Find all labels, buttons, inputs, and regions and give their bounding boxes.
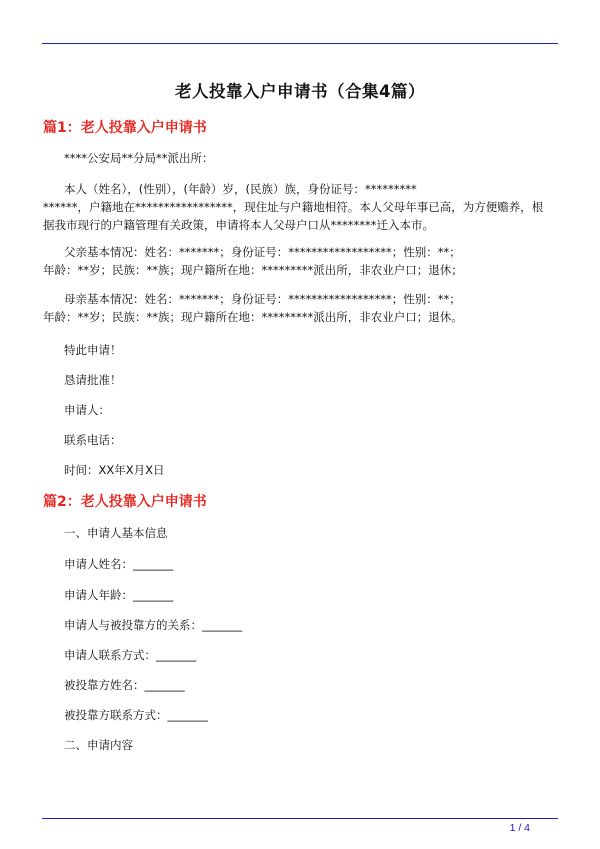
mother-info-line: 母亲基本情况：姓名：*******；身份证号：******************；性别：**； xyxy=(64,292,461,306)
father-info-line: 年龄：**岁；民族：**族；现户籍所在地：*********派出所，非农业户口；退休； xyxy=(43,263,463,277)
section2-item: 申请人联系方式：_______ xyxy=(64,648,197,662)
section2-item: 一、申请人基本信息 xyxy=(64,526,168,540)
body-line: ******，户籍地在*****************，现住址与户籍地相符。本人父母年事已高，为方便赡养，根 xyxy=(43,200,544,214)
section2-item: 申请人姓名：_______ xyxy=(64,557,174,571)
closing-approval: 恳请批准！ xyxy=(64,373,122,387)
date-line: 时间：XX年X月X日 xyxy=(64,463,165,477)
section2-item: 申请人与被投靠方的关系：_______ xyxy=(64,618,243,632)
page-number: 1 / 4 xyxy=(509,822,530,834)
applicant-label: 申请人： xyxy=(64,403,110,417)
section2-item: 二、申请内容 xyxy=(64,738,133,752)
addressee: ****公安局**分局**派出所： xyxy=(64,151,214,165)
body-line: 据我市现行的户籍管理有关政策，申请将本人父母户口从********迁入本市。 xyxy=(43,218,434,232)
body-line: 本人（姓名），(性别），(年龄）岁，(民族）族，身份证号：********* xyxy=(64,182,417,196)
section2-item: 被投靠方姓名：_______ xyxy=(64,678,185,692)
mother-info-line: 年龄：**岁；民族：**族；现户籍所在地：*********派出所，非农业户口；退休。 xyxy=(43,310,463,324)
document-title: 老人投靠入户申请书（合集4篇） xyxy=(175,82,425,101)
father-info-line: 父亲基本情况：姓名：*******；身份证号：******************；性别：**； xyxy=(64,245,461,259)
section-heading-1: 篇1：老人投靠入户申请书 xyxy=(43,120,207,136)
top-rule xyxy=(42,43,558,44)
section2-item: 被投靠方联系方式：_______ xyxy=(64,708,208,722)
section2-item: 申请人年龄：_______ xyxy=(64,588,174,602)
closing-request: 特此申请！ xyxy=(64,343,122,357)
section-heading-2: 篇2：老人投靠入户申请书 xyxy=(43,494,207,510)
bottom-rule xyxy=(42,818,558,819)
phone-label: 联系电话： xyxy=(64,433,122,447)
